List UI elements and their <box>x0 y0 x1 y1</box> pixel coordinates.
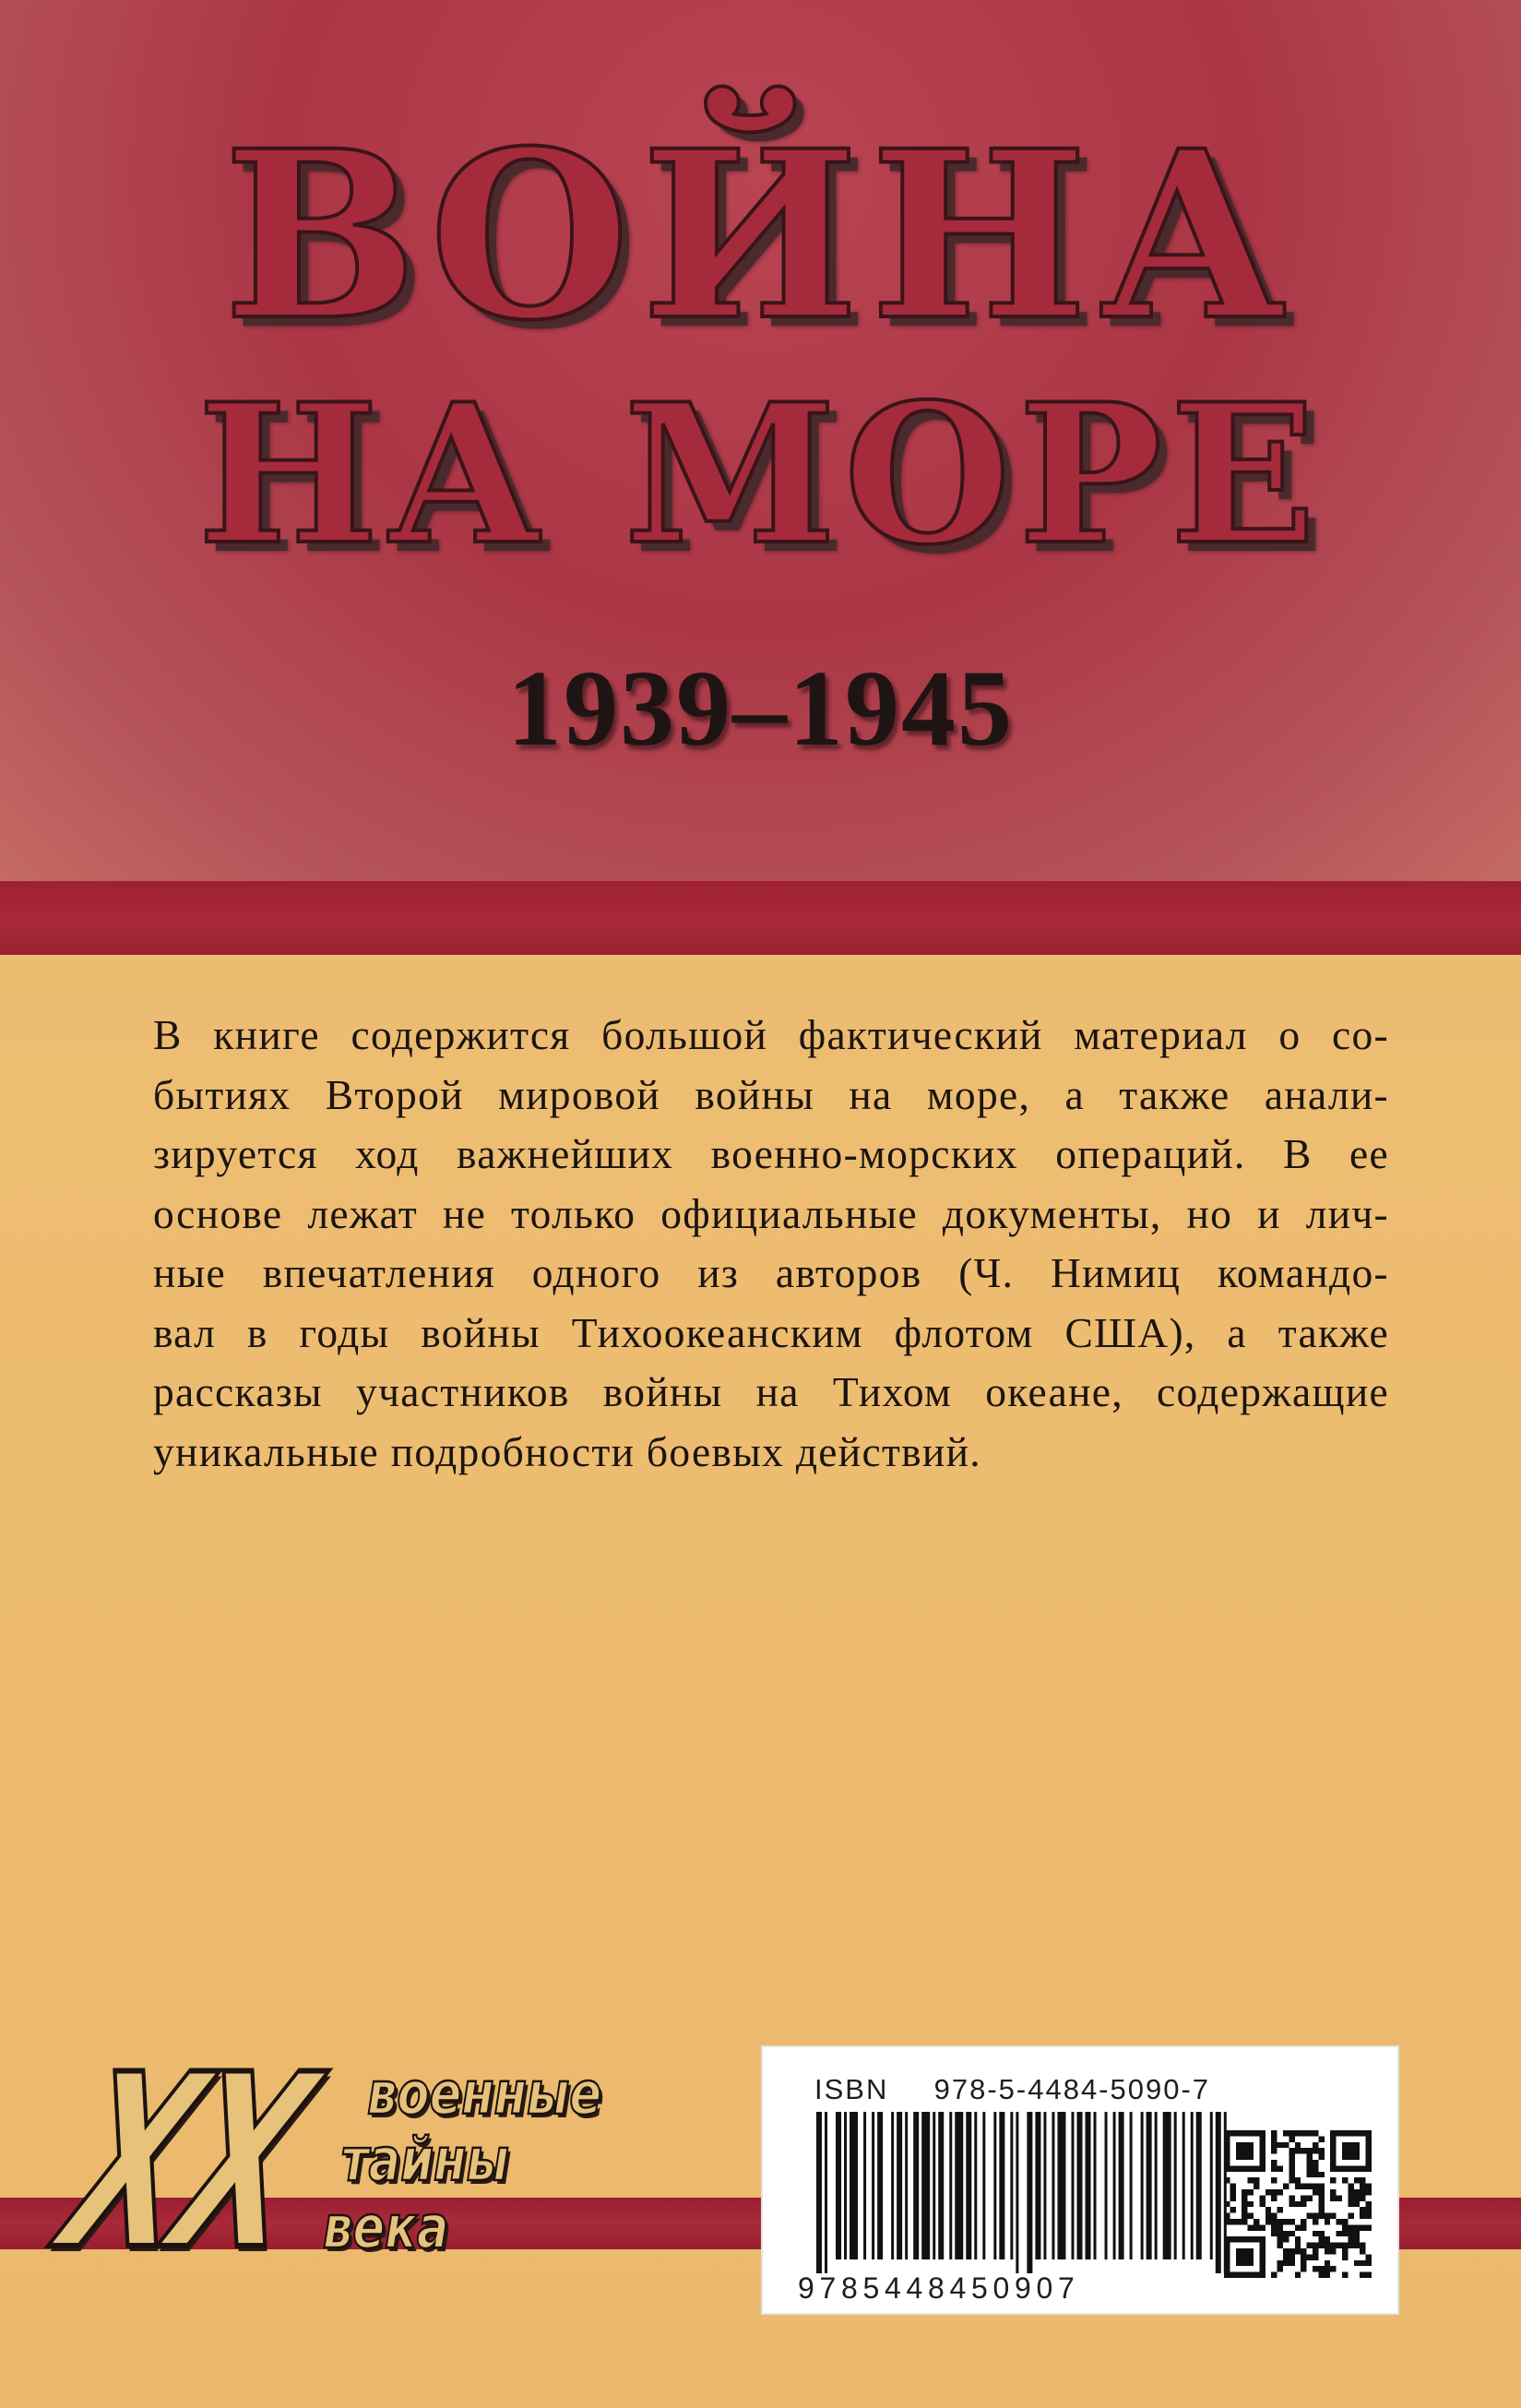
series-logo <box>41 2024 673 2303</box>
description-line: рассказы участников войны на Тихом океане, содержащие <box>153 1368 1389 1415</box>
ean-digits: 9785448450907 <box>798 2271 1080 2305</box>
isbn-label: ISBN <box>814 2073 889 2105</box>
book-description <box>153 1006 1389 1482</box>
series-logo-word: тайны <box>341 2127 509 2195</box>
description-line: ные впечатления одного из авторов (Ч. Нимиц командо- <box>153 1249 1389 1296</box>
title-line-2: НА МОРЕ <box>197 363 1324 588</box>
red-divider-band <box>0 881 1521 955</box>
description-line: основе лежат не только официальные документы, но и лич- <box>153 1189 1389 1237</box>
series-logo-word: века <box>323 2194 449 2262</box>
description-line: бытиях Второй мировой войны на море, а также анали- <box>153 1070 1389 1118</box>
description-line: зируется ход важнейших военно-морских операций. В ее <box>153 1130 1389 1177</box>
isbn-sticker <box>761 2045 1399 2315</box>
title-line-1: ВОЙНА <box>222 100 1299 371</box>
series-logo-mark: XX <box>41 2024 329 2303</box>
description-line: вал в годы войны Тихоокеанским флотом США), а также <box>153 1308 1389 1356</box>
isbn-line <box>814 2073 1210 2106</box>
series-logo-word: военные <box>367 2060 602 2128</box>
isbn-number: 978-5-4484-5090-7 <box>933 2073 1211 2105</box>
title-panel <box>0 0 1521 881</box>
qr-code-icon <box>1224 2130 1372 2278</box>
description-line: В книге содержится большой фактический материал о со- <box>153 1011 1389 1058</box>
years-subtitle: 1939–1945 <box>507 648 1014 769</box>
barcode-icon <box>813 2112 1237 2273</box>
description-line: уникальные подробности боевых действий. <box>153 1427 981 1475</box>
